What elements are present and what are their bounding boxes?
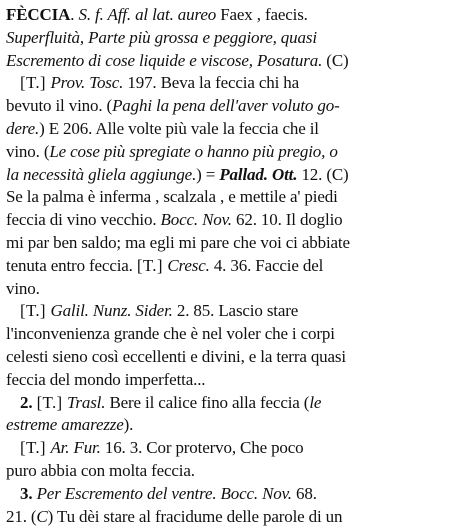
entry-line bbox=[6, 232, 469, 255]
entry-line bbox=[6, 346, 469, 369]
text-run: ). bbox=[123, 415, 134, 435]
text-run: estreme amarezze bbox=[6, 415, 124, 435]
text-run: Se la palma è inferma , scalzala , e mettile a' piedi bbox=[6, 187, 338, 207]
text-run: Ar. Fur. bbox=[50, 438, 101, 458]
entry-text bbox=[6, 4, 469, 528]
entry-line bbox=[6, 437, 469, 460]
text-run: 197. Beva la feccia chi ha bbox=[123, 73, 300, 93]
text-run: Paghi la pena dell'aver voluto go- bbox=[112, 96, 340, 116]
entry-line bbox=[6, 323, 469, 346]
text-run: [T.] bbox=[20, 438, 51, 458]
text-run: puro abbia con molta feccia. bbox=[6, 460, 195, 480]
text-run: Escremento di cose liquide e viscose, Posatura. bbox=[6, 50, 323, 70]
entry-line bbox=[6, 278, 469, 301]
text-run: [T.] bbox=[20, 301, 51, 321]
text-run: 68. bbox=[291, 483, 317, 503]
text-run: 2. bbox=[20, 392, 37, 412]
text-run: 16. 3. Cor protervo, Che poco bbox=[100, 438, 304, 458]
text-run: FÈCCIA bbox=[6, 5, 71, 24]
text-run: (C) bbox=[322, 50, 349, 70]
entry-line bbox=[6, 483, 469, 506]
text-run: le bbox=[309, 392, 322, 412]
text-run: Faex , faecis. bbox=[216, 5, 308, 24]
entry-line bbox=[6, 460, 469, 483]
text-run: ) = bbox=[196, 164, 220, 184]
text-run: 3. bbox=[20, 483, 37, 503]
entry-line bbox=[6, 72, 469, 95]
text-run: [T.] bbox=[20, 73, 51, 93]
entry-line bbox=[6, 27, 469, 50]
text-run: Pallad. Ott. bbox=[219, 164, 298, 184]
entry-line bbox=[6, 369, 469, 392]
text-run: 21. ( bbox=[6, 506, 37, 526]
entry-line bbox=[6, 392, 469, 415]
text-run: Per Escremento del ventre. Bocc. Nov. bbox=[36, 483, 292, 503]
text-run: 2. 85. Lascio stare bbox=[172, 301, 299, 321]
text-run: ) Tu dèi stare al fracidume delle parole di un bbox=[47, 506, 343, 526]
entry-line bbox=[6, 164, 469, 187]
text-run: Prov. Tosc. bbox=[50, 73, 124, 93]
text-run: mi par ben saldo; ma egli mi pare che voi ci abbiate bbox=[6, 232, 350, 252]
text-run: Trasl. bbox=[67, 392, 106, 412]
text-run: 12. (C) bbox=[297, 164, 349, 184]
text-run: feccia del mondo imperfetta... bbox=[6, 369, 206, 389]
text-run: Le cose più spregiate o hanno più pregio, o bbox=[49, 141, 338, 161]
entry-line bbox=[6, 414, 469, 437]
entry-line bbox=[6, 50, 469, 73]
text-run: ) E 206. Alle volte più vale la feccia che il bbox=[39, 118, 319, 138]
entry-line bbox=[6, 186, 469, 209]
text-run: [T.] bbox=[136, 255, 168, 275]
text-run: . bbox=[70, 5, 79, 24]
text-run: dere. bbox=[6, 118, 40, 138]
text-run: l'inconvenienza grande che è nel voler che i corpi bbox=[6, 324, 335, 344]
text-run: Bocc. Nov. bbox=[160, 210, 232, 230]
text-run: [T.] bbox=[36, 392, 68, 412]
text-run: bevuto il vino. ( bbox=[6, 96, 113, 116]
entry-line bbox=[6, 300, 469, 323]
entry-line bbox=[6, 118, 469, 141]
text-run: celesti sieno così eccellenti e divini, e la terra quasi bbox=[6, 346, 346, 366]
entry-line bbox=[6, 506, 469, 528]
text-run: Cresc. bbox=[167, 255, 210, 275]
text-run: vino. ( bbox=[6, 141, 50, 161]
text-run: C bbox=[36, 506, 48, 526]
text-run: 62. 10. Il doglio bbox=[231, 210, 343, 230]
text-run: tenuta entro feccia. bbox=[6, 255, 137, 275]
text-run: vino. bbox=[6, 278, 40, 298]
text-run: Superfluità, Parte più grossa e peggiore, quasi bbox=[6, 27, 317, 47]
entry-line bbox=[6, 209, 469, 232]
text-run: la necessità gliela aggiunge. bbox=[6, 164, 197, 184]
entry-line bbox=[6, 255, 469, 278]
text-run: Bere il calice fino alla feccia ( bbox=[105, 392, 310, 412]
entry-line bbox=[6, 141, 469, 164]
text-run: feccia di vino vecchio. bbox=[6, 210, 161, 230]
entry-line bbox=[6, 4, 469, 27]
text-run: Galil. Nunz. Sider. bbox=[50, 301, 173, 321]
text-run: 4. 36. Faccie del bbox=[209, 255, 324, 275]
text-run: S. f. Aff. al lat. aureo bbox=[78, 5, 217, 24]
entry-line bbox=[6, 95, 469, 118]
